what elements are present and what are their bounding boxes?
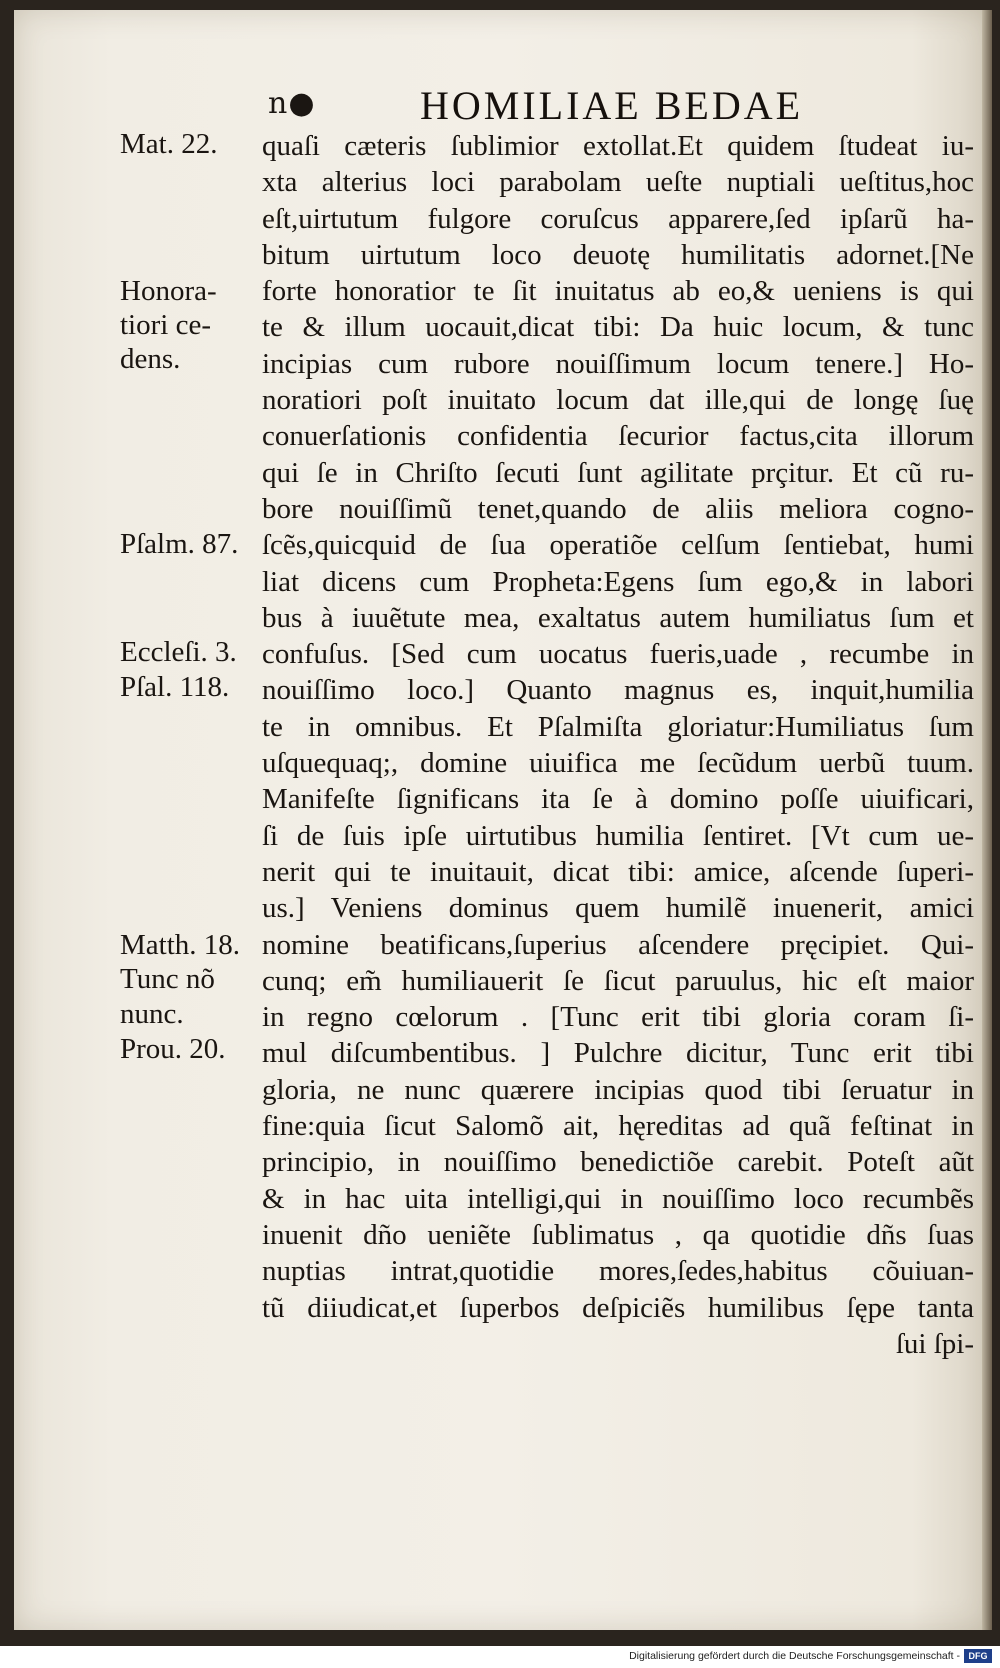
text-line: ſi de ſuis ipſe uirtutibus humilia ſentiret. [Vt cum ue- xyxy=(262,819,974,852)
running-head: HOMILIAE BEDAE xyxy=(420,83,804,128)
text-line: ſui ſpi- xyxy=(895,1327,974,1360)
text-line: principio, in nouiſſimo benedictiõe carebit. Poteſt aũt xyxy=(262,1146,974,1179)
text-line: qui ſe in Chriſto ſecuti ſunt agilitate prçitur. Et cũ ru- xyxy=(262,456,974,489)
text-line: bus à iuuẽtute mea, exaltatus autem humiliatus ſum et xyxy=(262,601,974,634)
margin-note-matth18: Matth. 18. xyxy=(120,929,241,961)
dfg-logo: DFG xyxy=(964,1649,992,1663)
margin-note-prou: Prou. 20. xyxy=(120,1033,226,1065)
text-line: eſt,uirtutum fulgore coruſcus apparere,ſed ipſarũ ha- xyxy=(262,202,974,235)
footer-credit: Digitalisierung gefördert durch die Deutsche Forschungsgemeinschaft - xyxy=(629,1650,960,1662)
text-line: noratiori poſt inuitato locum dat ille,qui de longę ſuę xyxy=(262,384,974,417)
text-line: ſcẽs,quicquid de ſua operatiõe celſum ſentiebat, humi xyxy=(262,529,974,562)
text-line: conuerſationis confidentia ſecurior factus,cita illorum xyxy=(262,420,974,453)
margin-note-mat: Mat. 22. xyxy=(120,128,218,160)
text-line: gloria, ne nunc quærere incipias quod tibi ſeruatur in xyxy=(262,1073,974,1106)
text-line: bore nouiſſimũ tenet,quando de aliis meliora cogno- xyxy=(262,492,974,525)
text-line: incipias cum rubore nouiſſimum locum tenere.] Ho- xyxy=(262,347,974,380)
text-line: liat dicens cum Propheta:Egens ſum ego,& in labori xyxy=(262,565,974,598)
text-line: forte honoratior te ſit inuitatus ab eo,& ueniens is qui xyxy=(262,275,974,308)
text-line: inuenit dño ueniẽte ſublimatus , qa quotidie dñs ſuas xyxy=(262,1218,974,1251)
text-line: te in omnibus. Et Pſalmiſta gloriatur:Humiliatus ſum xyxy=(262,710,974,743)
margin-note-psal118: Pſal. 118. xyxy=(120,671,230,703)
margin-note-tunc-1: Tunc nõ xyxy=(120,963,215,995)
text-line: confuſus. [Sed cum uocatus fueris,uade , recumbe in xyxy=(262,638,974,671)
text-line: cunq; em̃ humiliauerit ſe ſicut paruulus, hic eſt maior xyxy=(262,964,974,997)
text-line: us.] Veniens dominus quem humilẽ inuenerit, amici xyxy=(262,892,974,925)
text-line: & in hac uita intelligi,qui in nouiſſimo loco recumbẽs xyxy=(262,1182,974,1215)
text-line: nomine beatificans,ſuperius aſcendere pręcipiet. Qui- xyxy=(262,928,974,961)
text-line: bitum uirtutum loco deuotę humilitatis adornet.[Ne xyxy=(262,238,974,271)
margin-note-eccl: Eccleſi. 3. xyxy=(120,636,237,668)
text-line: in regno cœlorum . [Tunc erit tibi gloria coram ſi- xyxy=(262,1001,974,1034)
margin-note-honora-2: tiori ce- xyxy=(120,309,211,341)
text-line: tũ diiudicat,et ſuperbos deſpiciẽs humilibus ſępe tanta xyxy=(262,1291,974,1324)
margin-note-tunc-2: nunc. xyxy=(120,998,184,1030)
text-line: mul diſcumbentibus. ] Pulchre dicitur, Tunc erit tibi xyxy=(262,1037,974,1070)
body-text xyxy=(262,128,974,1362)
page-edge xyxy=(982,10,992,1630)
text-line: nerit qui te inuitauit, dicat tibi: amice, aſcende ſuperi- xyxy=(262,855,974,888)
text-line: te & illum uocauit,dicat tibi: Da huic locum, & tunc xyxy=(262,311,974,344)
text-line: fine:quia ſicut Salomõ ait, hęreditas ad quã feſtinat in xyxy=(262,1110,974,1143)
text-line: uſquequaq;, domine uiuifica me ſecũdum uerbũ tuum. xyxy=(262,747,974,780)
margin-note-psalm87: Pſalm. 87. xyxy=(120,528,239,560)
text-line: nouiſſimo loco.] Quanto magnus es, inquit,humilia xyxy=(262,674,974,707)
page-number: n● xyxy=(268,86,316,121)
margin-note-honora-1: Honora- xyxy=(120,275,217,307)
margin-note-honora-3: dens. xyxy=(120,343,181,375)
text-line: xta alterius loci parabolam ueſte nuptiali ueſtitus,hoc xyxy=(262,166,974,199)
text-line: quaſi cæteris ſublimior extollat.Et quidem ſtudeat iu- xyxy=(262,130,974,162)
text-line: nuptias intrat,quotidie mores,ſedes,habitus cõuiuan- xyxy=(262,1255,974,1288)
text-line: Manifeſte ſignificans ita ſe à domino poſſe uiuificari, xyxy=(262,783,974,816)
